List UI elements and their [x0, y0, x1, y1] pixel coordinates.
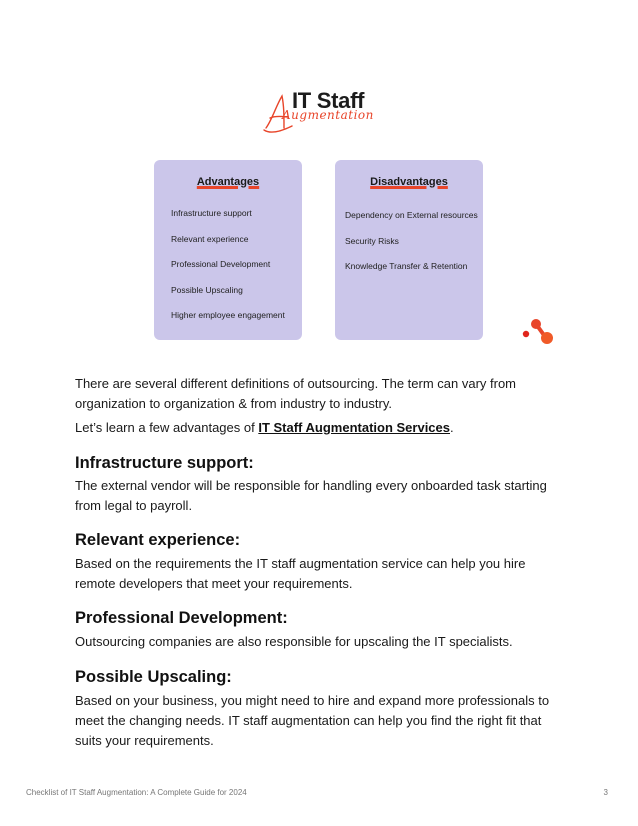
- it-staff-augmentation-services-link[interactable]: IT Staff Augmentation Services: [258, 420, 450, 435]
- section-heading: Professional Development:: [75, 609, 288, 627]
- brand-molecule-icon: [520, 318, 554, 346]
- intro-paragraph: There are several different definitions of outsourcing. The term can vary from organization to organization & from industry to industry.: [75, 376, 517, 411]
- disadvantages-list: [345, 210, 478, 287]
- disadvantages-title: Disadvantages: [370, 176, 448, 188]
- list-item: Higher employee engagement: [171, 310, 285, 320]
- page-number: 3: [603, 788, 608, 797]
- section-body-wrap: [75, 691, 565, 751]
- section-body: The external vendor will be responsible for handling every onboarded task starting from legal to payroll.: [75, 478, 547, 513]
- section-professional-development: [75, 607, 565, 629]
- section-body: Based on the requirements the IT staff augmentation service can help you hire remote developers that meet your requirements.: [75, 556, 526, 591]
- list-item: Infrastructure support: [171, 208, 252, 218]
- section-possible-upscaling: [75, 666, 565, 688]
- section-body: Based on your business, you might need to hire and expand more professionals to meet the changing needs. IT staff augmentation can help you find the right fit that suits your requirements.: [75, 693, 550, 748]
- section-infrastructure-support: [75, 452, 565, 474]
- intro-lead-line: Let’s learn a few advantages of IT Staff Augmentation Services.: [75, 420, 454, 435]
- it-staff-augmentation-logo: [262, 88, 382, 138]
- section-body-wrap: [75, 476, 565, 516]
- intro-section: [75, 374, 565, 414]
- logo-main-text: IT Staff: [292, 88, 365, 113]
- section-body-wrap: [75, 632, 565, 652]
- section-heading: Possible Upscaling:: [75, 668, 232, 686]
- intro-lead: [75, 418, 565, 438]
- list-item: Relevant experience: [171, 233, 249, 244]
- section-heading: Infrastructure support:: [75, 454, 254, 472]
- list-item: Knowledge Transfer & Retention: [345, 261, 468, 271]
- list-item: Professional Development: [171, 259, 271, 269]
- list-item: Possible Upscaling: [171, 284, 243, 295]
- section-body-wrap: [75, 554, 565, 594]
- footer-title: Checklist of IT Staff Augmentation: A Complete Guide for 2024: [26, 788, 247, 797]
- list-item: Security Risks: [345, 235, 399, 246]
- disadvantages-card: [335, 160, 483, 340]
- advantages-card: [154, 160, 302, 340]
- section-heading: Relevant experience:: [75, 531, 241, 549]
- section-relevant-experience: [75, 529, 565, 551]
- advantages-list: [171, 208, 285, 336]
- logo-script-text: Augmentation: [282, 108, 374, 122]
- advantages-title: Advantages: [196, 176, 260, 188]
- section-body: Outsourcing companies are also responsible for upscaling the IT specialists.: [75, 634, 513, 649]
- list-item: Dependency on External resources: [345, 210, 478, 220]
